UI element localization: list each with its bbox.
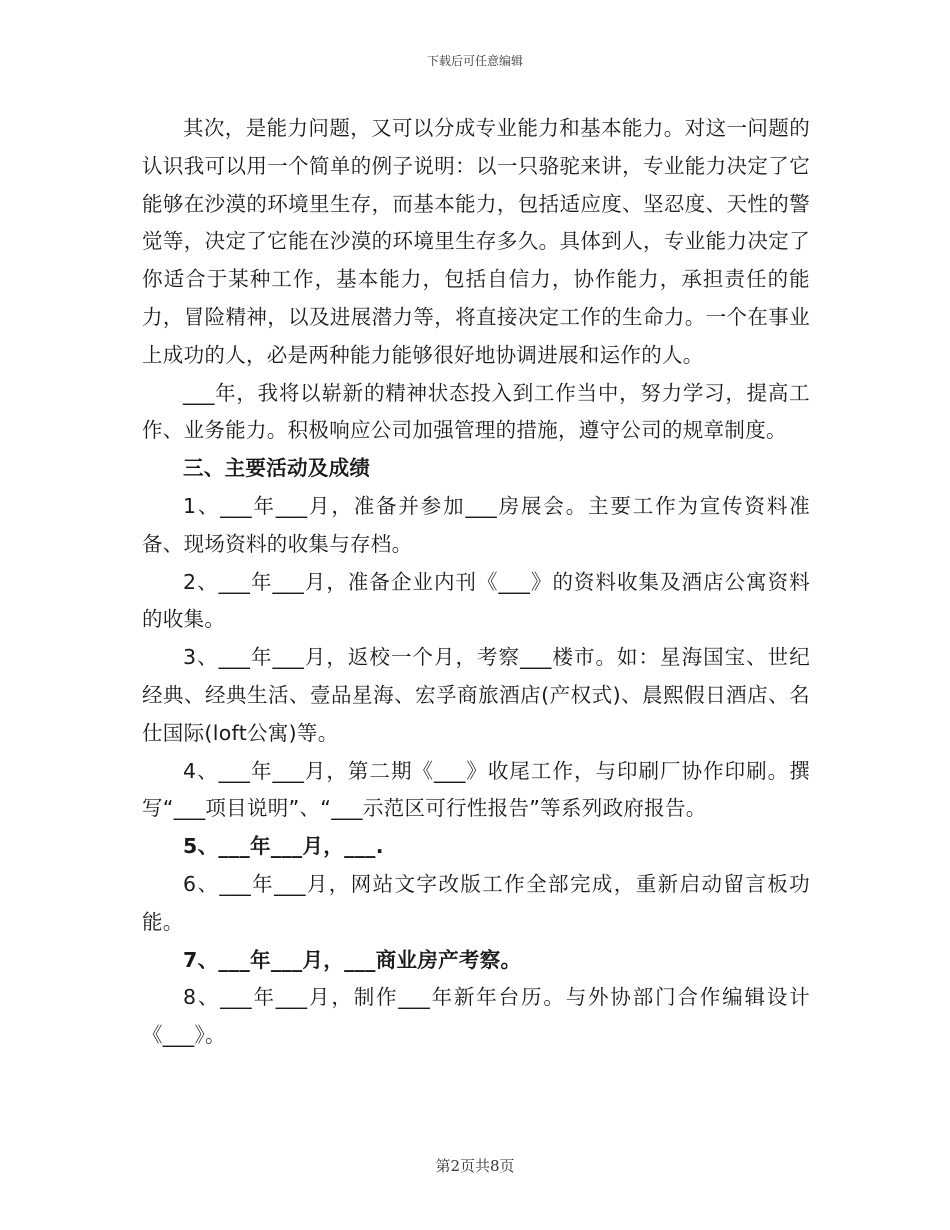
paragraph-plan: ___年，我将以崭新的精神状态投入到工作当中，努力学习，提高工作、业务能力。积极响应公司加强管理的措施，遵守公司的规章制度。: [142, 380, 810, 443]
list-item: 6、___年___月，网站文字改版工作全部完成，重新启动留言板功能。: [142, 871, 810, 934]
paragraph-ability: 其次，是能力问题，又可以分成专业能力和基本能力。对这一问题的认识我可以用一个简单的例子说明：以一只骆驼来讲，专业能力决定了它能够在沙漠的环境里生存，而基本能力，包括适应度、坚忍度、天性的警觉等，决定了它能在沙漠的环境里生存多久。具体到人，专业能力决定了你适合于某种工作，基本能力，包括自信力，协作能力，承担责任的能力，冒险精神，以及进展潜力等，将直接决定工作的生命力。一个在事业上成功的人，必是两种能力能够很好地协调进展和运作的人。: [142, 116, 810, 367]
list-item: 5、___年___月，___.: [183, 834, 384, 859]
list-item: 2、___年___月，准备企业内刊《___》的资料收集及酒店公寓资料的收集。: [142, 569, 810, 632]
section-heading: 三、主要活动及成绩: [183, 456, 371, 481]
page-header: 下载后可任意编辑: [426, 54, 523, 68]
page-number: 第2页共8页: [435, 1157, 515, 1175]
list-item: 3、___年___月，返校一个月，考察___楼市。如：星海国宝、世纪经典、经典生活、壹品星海、宏孚商旅酒店(产权式)、晨熙假日酒店、名仕国际(loft公寓)等。: [142, 645, 810, 745]
list-item: 8、___年___月，制作___年新年台历。与外协部门合作编辑设计《___》。: [142, 985, 810, 1048]
list-item: 7、___年___月，___商业房产考察。: [183, 947, 522, 972]
list-item: 1、___年___月，准备并参加___房展会。主要工作为宣传资料准备、现场资料的收集与存档。: [142, 493, 810, 556]
document-body: [142, 110, 810, 1055]
list-item: 4、___年___月，第二期《___》收尾工作，与印刷厂协作印刷。撰写“___项目说明”、“___示范区可行性报告”等系列政府报告。: [142, 758, 810, 821]
